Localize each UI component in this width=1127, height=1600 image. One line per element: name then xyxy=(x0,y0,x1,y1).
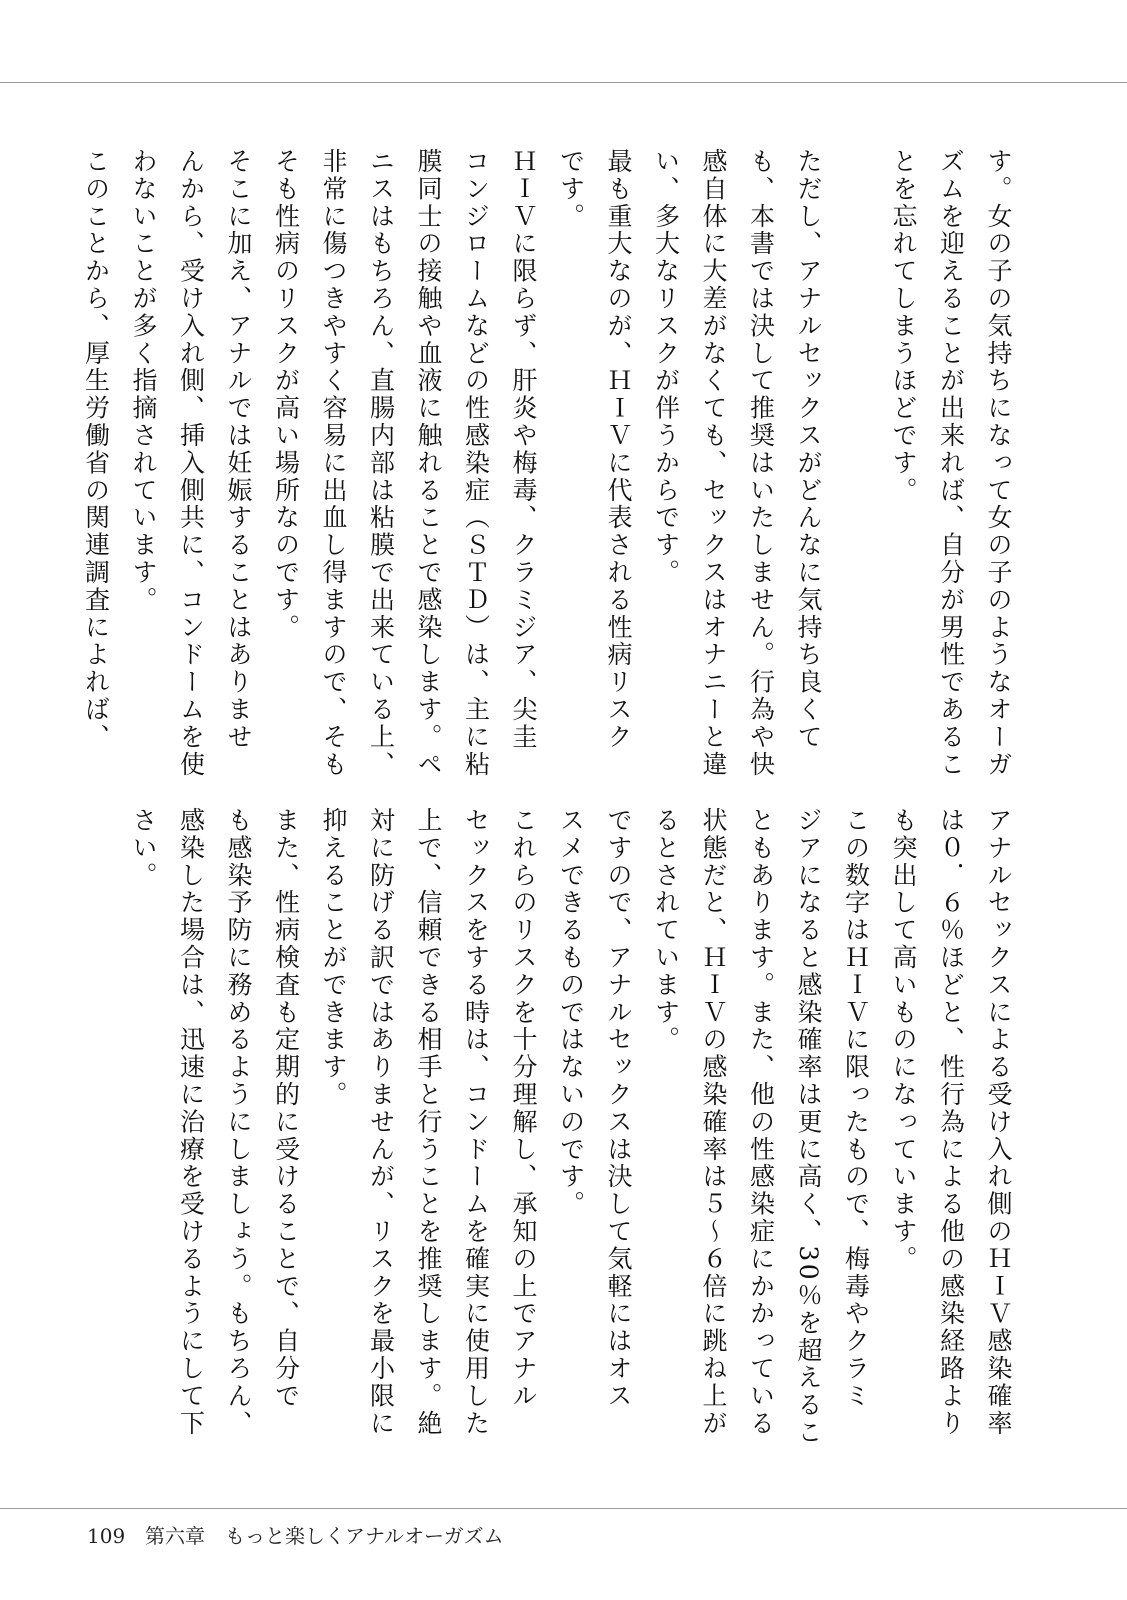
text-column: 非常に傷つきやすく容易に出血し得ますので、そも xyxy=(319,148,348,779)
text-column: す。女の子の気持ちになって女の子のようなオーガ xyxy=(984,148,1013,779)
text-column: セックスをする時は、コンドームを確実に使用した xyxy=(461,807,491,1438)
text-column: ズムを迎えることが出来れば、自分が男性であるこ xyxy=(936,148,966,779)
text-column: も感染予防に務めるようにしましょう。もちろん、 xyxy=(224,807,253,1438)
text-column: 状態だと、ＨＩＶの感染確率は５～６倍に跳ね上が xyxy=(699,807,728,1438)
text-column: です。 xyxy=(556,148,586,231)
text-column: これらのリスクを十分理解し、承知の上でアナル xyxy=(509,807,538,1410)
text-column: ともあります。また、他の性感染症にかかっている xyxy=(746,807,776,1438)
text-column: コンジロームなどの性感染症（ＳＴＤ）は、主に粘 xyxy=(461,148,491,779)
text-column: 上で、信頼できる相手と行うことを推奨します。絶 xyxy=(414,807,443,1438)
text-column: 膜同士の接触や血液に触れることで感染します。ペ xyxy=(414,148,443,779)
chapter-label: 第六章 xyxy=(145,1524,205,1548)
page-number: 109 xyxy=(87,1524,126,1548)
text-column: ニスはもちろん、直腸内部は粘膜で出来ている上、 xyxy=(366,148,396,779)
lower-text-block xyxy=(120,807,1023,1457)
text-column: さい。 xyxy=(129,807,158,890)
text-column: このことから、厚生労働省の関連調査によれば、 xyxy=(81,148,111,751)
text-column: ＨＩＶに限らず、肝炎や梅毒、クラミジア、尖圭 xyxy=(509,148,538,751)
text-column: い、多大なリスクが伴うからです。 xyxy=(651,148,681,587)
text-column: スメできるものではないのです。 xyxy=(556,807,586,1218)
text-column: 感自体に大差がなくても、セックスはオナニーと違 xyxy=(699,148,728,779)
text-column: とを忘れてしまうほどです。 xyxy=(889,148,918,505)
text-column xyxy=(832,148,880,798)
top-rule xyxy=(0,82,1127,83)
text-column: また、性病検査も定期的に受けることで、自分で xyxy=(271,807,301,1410)
text-column: ですので、アナルセックスは決して気軽にはオス xyxy=(604,807,633,1410)
text-column: そも性病のリスクが高い場所なのです。 xyxy=(271,148,301,642)
bottom-rule xyxy=(0,1508,1127,1509)
text-column: 最も重大なのが、ＨＩＶに代表される性病リスク xyxy=(604,148,633,751)
text-column: わないことが多く指摘されています。 xyxy=(129,148,158,614)
text-column: んから、受け入れ側、挿入側共に、コンドームを使 xyxy=(176,148,206,779)
text-column: アナルセックスによる受け入れ側のＨＩＶ感染確率 xyxy=(984,807,1013,1438)
text-column: 対に防げる訳ではありませんが、リスクを最小限に xyxy=(366,807,396,1438)
text-column: も突出して高いものになっています。 xyxy=(889,807,918,1273)
text-column: ジアになると感染確率は更に高く、30％を超えるこ xyxy=(794,807,823,1447)
text-column: も、本書では決して推奨はいたしません。行為や快 xyxy=(746,148,776,779)
chapter-title: もっと楽しくアナルオーガズム xyxy=(225,1524,504,1548)
text-column: この数字はＨＩＶに限ったもので、梅毒やクラミ xyxy=(841,807,871,1410)
text-column: るとされています。 xyxy=(651,807,681,1054)
text-column: は０．６％ほどと、性行為による他の感染経路より xyxy=(936,807,966,1438)
text-column: 感染した場合は、迅速に治療を受けるようにして下 xyxy=(176,807,206,1438)
text-column: そこに加え、アナルでは妊娠することはありませ xyxy=(224,148,253,751)
text-column: ただし、アナルセックスがどんなに気持ち良くて xyxy=(794,148,823,751)
running-footer xyxy=(87,1520,504,1549)
text-column: 抑えることができます。 xyxy=(319,807,348,1109)
upper-text-block xyxy=(72,148,1022,798)
